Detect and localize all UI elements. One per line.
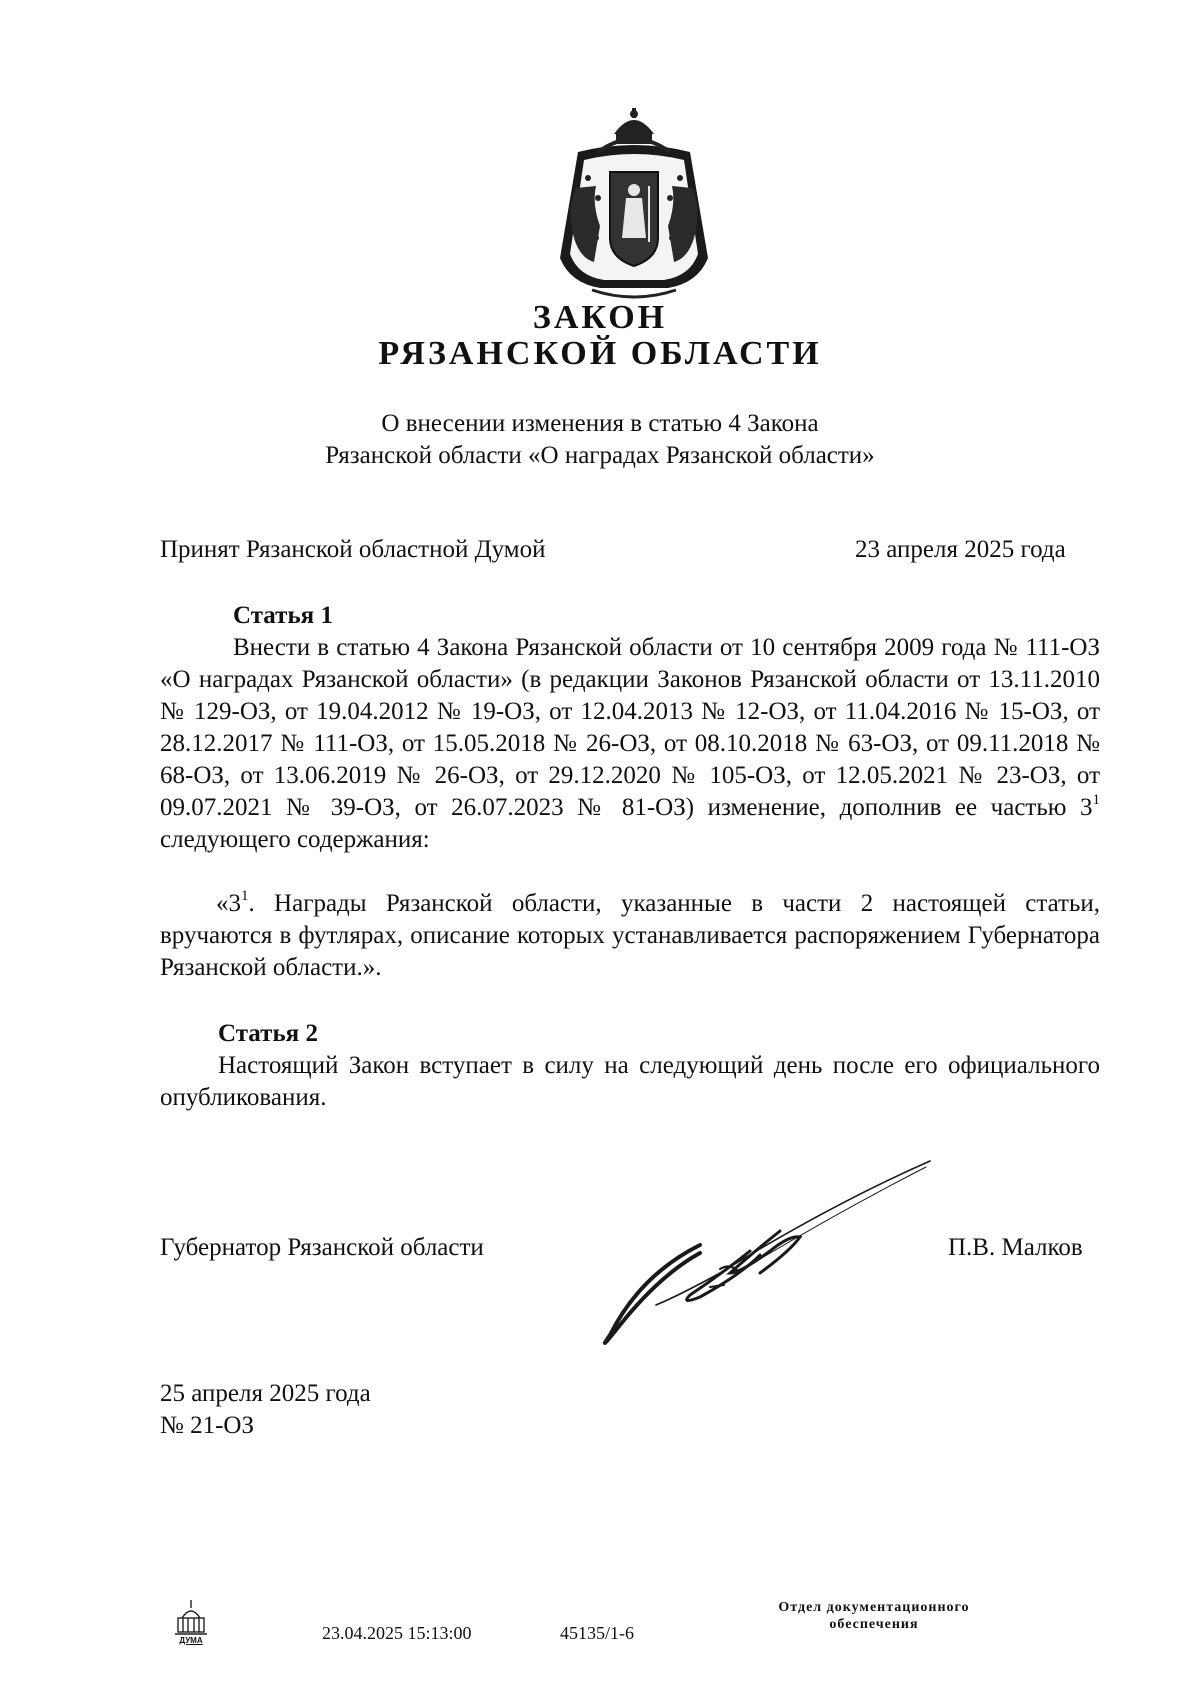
article-1-paragraph-2-text: . Награды Рязанской области, указанные в части 2 настоящей статьи, вручаются в футлярах, описание которых устанавливается распоряжением Губернатора Рязанской области.». [160,890,1100,981]
article-2-paragraph-1 [160,1050,1100,1114]
article-1-paragraph-2 [160,888,1100,984]
document-type-title: ЗАКОН [532,299,668,336]
signatory-position: Губернатор Рязанской области [160,1234,484,1261]
article-1-paragraph-1-text: Внести в статью 4 Закона Рязанской области от 10 сентября 2009 года № 111-ОЗ «О наградах Рязанской области» (в редакции Законов Рязанской области от 13.11.2010 № 129-ОЗ, от 19.04.2012 № 19-ОЗ, от 12.04.2013 № 12-ОЗ, от 11.04.2016 № 15-ОЗ, от 28.12.2017 № 111-ОЗ, от 15.05.2018 № 26-ОЗ, от 08.10.2018 № 63-ОЗ, от 09.11.2018 № 68-ОЗ, от 13.06.2019 № 26-ОЗ, от 29.12.2020 № 105-ОЗ, от 12.05.2021 № 23-ОЗ, от 09.07.2021 № 39-ОЗ, от 26.07.2023 № 81-ОЗ) изменение, дополнив ее частью 3 [160,634,1100,821]
article-2-paragraph-1-text: Настоящий Закон вступает в силу на следующий день после его официального опубликования. [160,1052,1100,1111]
superscript: 1 [241,887,249,904]
region-title: РЯЗАНСКОЙ ОБЛАСТИ [378,335,822,372]
registration-number: 45135/1-6 [560,1623,634,1643]
article-1-paragraph-2-start: «3 [216,890,241,917]
law-subject-line-1: О внесении изменения в статью 4 Закона [381,410,819,437]
registration-timestamp: 23.04.2025 15:13:00 [322,1623,472,1643]
duma-label: ДУМА [179,1636,203,1645]
article-1-paragraph-1-tail: следующего содержания: [160,826,430,853]
department-stamp-line-2: обеспечения [829,1617,919,1632]
handwritten-signature [600,1155,940,1345]
article-1-heading: Статья 1 [233,602,333,629]
signatory-name: П.В. Малков [948,1234,1083,1261]
article-2-heading: Статья 2 [218,1020,318,1047]
signing-date: 25 апреля 2025 года [160,1380,371,1407]
adopted-date: 23 апреля 2025 года [855,536,1066,563]
duma-building-icon [172,1598,210,1636]
coat-of-arms-icon [548,108,720,304]
law-number: № 21-ОЗ [160,1412,255,1439]
law-subject-line-2: Рязанской области «О наградах Рязанской области» [325,442,875,469]
department-stamp-line-1: Отдел документационного [778,1600,970,1615]
adopted-by: Принят Рязанской областной Думой [160,536,546,563]
superscript: 1 [1092,791,1100,808]
article-1-paragraph-1 [160,632,1100,856]
